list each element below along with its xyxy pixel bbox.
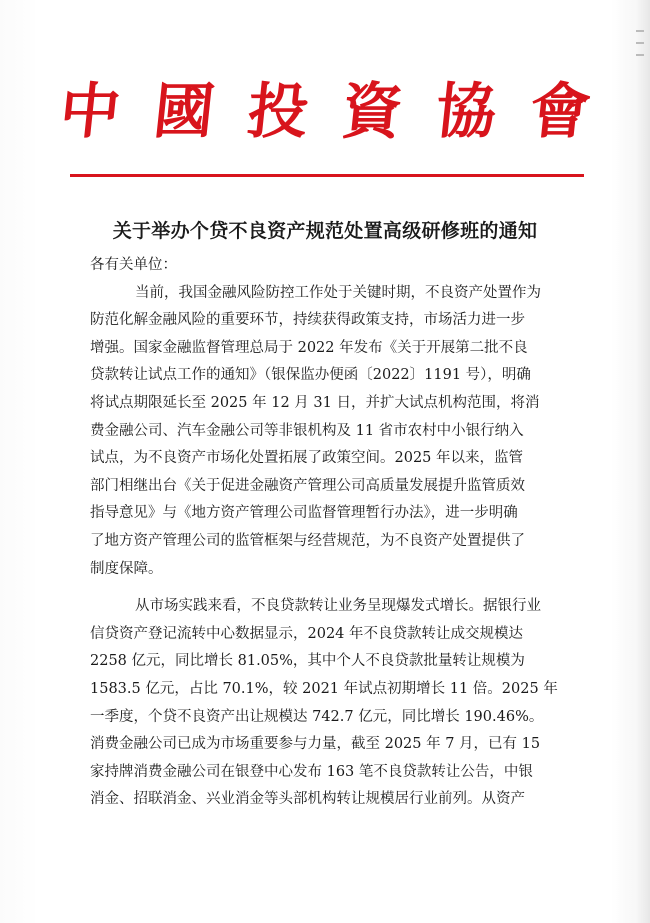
letterhead-char: 資 [338, 77, 406, 147]
paragraph-1 [90, 280, 568, 584]
text-line: 1583.5 亿元，占比 70.1%，较 2021 年试点初期增长 11 倍。2025 年 [90, 680, 558, 697]
document-body [90, 252, 568, 814]
letterhead-logo [56, 62, 594, 162]
text-line: 消金、招联消金、兴业消金等头部机构转让规模居行业前列。从资产 [90, 791, 525, 808]
text-line: 消费金融公司已成为市场重要参与力量，截至 2025 年 7 月，已有 15 [90, 736, 541, 753]
letterhead-char: 會 [526, 77, 594, 147]
letterhead-char: 中 [56, 77, 124, 147]
text-line: 一季度，个贷不良资产出让规模达 742.7 亿元，同比增长 190.46%。 [90, 708, 544, 725]
text-line: 从市场实践来看，不良贷款转让业务呈现爆发式增长。据银行业 [135, 598, 541, 615]
text-line: 将试点期限延长至 2025 年 12 月 31 日，并扩大试点机构范围，将消 [90, 394, 540, 411]
paragraph-2 [90, 593, 568, 814]
text-line: 部门相继出台《关于促进金融资产管理公司高质量发展提升监管质效 [90, 477, 525, 494]
binding-marks [636, 20, 646, 66]
text-line: 信贷资产登记流转中心数据显示，2024 年不良贷款转让成交规模达 [90, 625, 524, 642]
letterhead-char: 協 [432, 77, 500, 147]
text-line: 增强。国家金融监督管理总局于 2022 年发布《关于开展第二批不良 [90, 339, 528, 356]
page-edge-shadow [636, 0, 650, 923]
text-line: 贷款转让试点工作的通知》（银保监办便函〔2022〕1191 号），明确 [90, 367, 531, 384]
text-line: 了地方资产管理公司的监管框架与经营规范，为不良资产处置提供了 [90, 532, 525, 549]
text-line: 当前，我国金融风险防控工作处于关键时期，不良资产处置作为 [135, 284, 541, 301]
letterhead-char: 投 [244, 77, 312, 147]
text-line: 指导意见》与《地方资产管理公司监督管理暂行办法》，进一步明确 [90, 505, 518, 522]
text-line: 制度保障。 [90, 560, 163, 577]
text-line: 费金融公司、汽车金融公司等非银机构及 11 省市农村中小银行纳入 [90, 422, 524, 439]
salutation: 各有关单位： [90, 257, 177, 273]
text-line: 防范化解金融风险的重要环节，持续获得政策支持，市场活力进一步 [90, 312, 525, 329]
text-line: 试点，为不良资产市场化处置拓展了政策空间。2025 年以来，监管 [90, 450, 524, 467]
letterhead-char: 國 [150, 77, 218, 147]
text-line: 家持牌消费金融公司在银登中心发布 163 笔不良贷款转让公告，中银 [90, 763, 533, 780]
document-title: 关于举办个贷不良资产规范处置高级研修班的通知 [112, 220, 538, 242]
text-line: 2258 亿元，同比增长 81.05%，其中个人不良贷款批量转让规模为 [90, 653, 525, 670]
letterhead-red-rule [70, 174, 584, 177]
